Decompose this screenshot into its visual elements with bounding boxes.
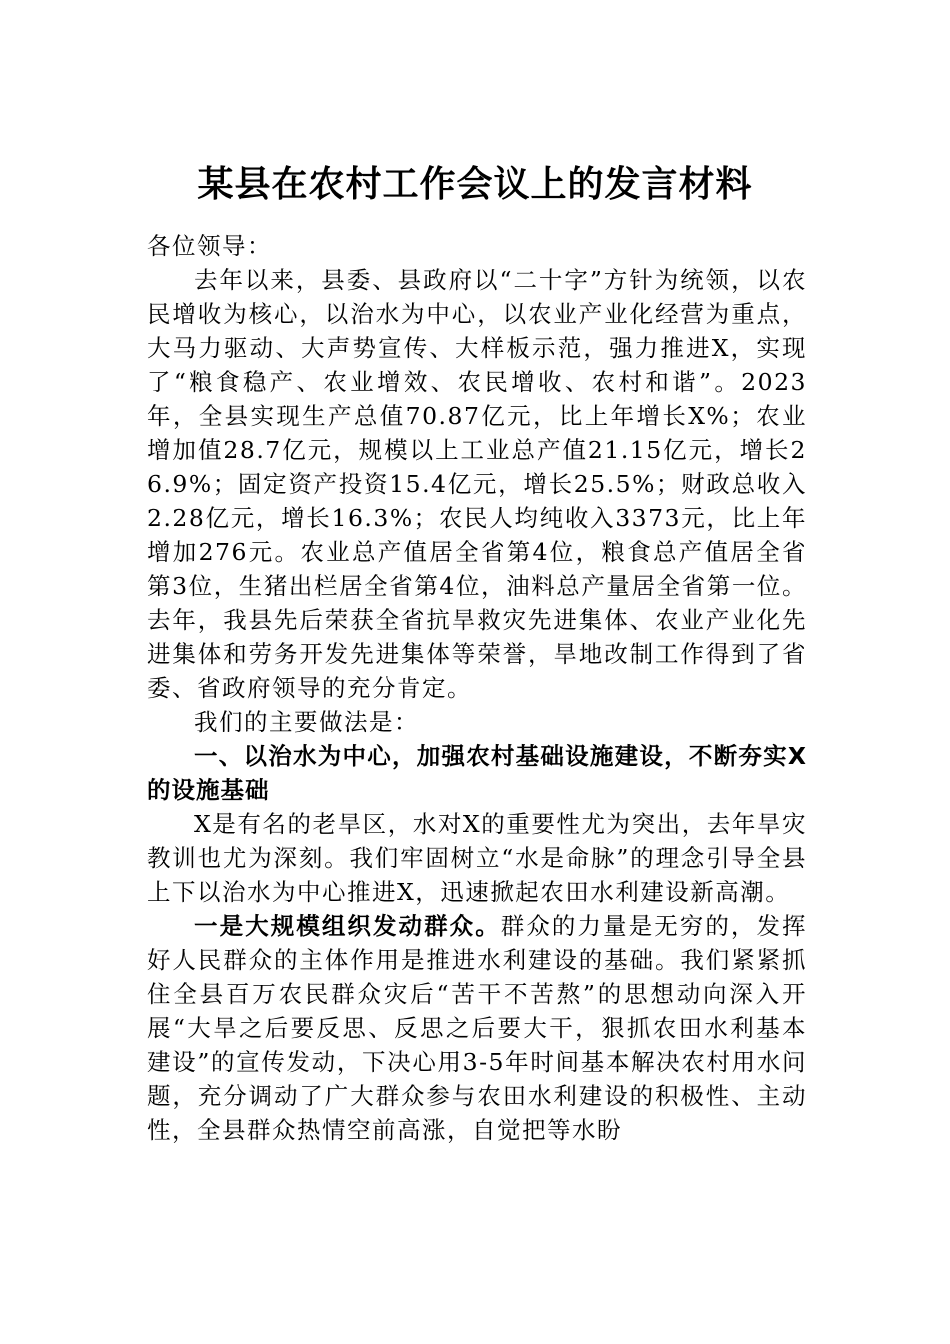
section-heading-1: 一、以治水为中心，加强农村基础设施建设，不断夯实X的设施基础 bbox=[147, 742, 807, 804]
paragraph-overview: 去年以来，县委、县政府以“二十字”方针为统领，以农民增收为核心，以治水为中心，以农业产业化经营为重点，大马力驱动、大声势宣传、大样板示范，强力推进X，实现了“粮食稳产、农业增效、农民增收、农村和谐”。2023年，全县实现生产总值70.87亿元，比上年增长X%；农业增加值28.7亿元，规模以上工业总产值21.15亿元，增长26.9%；固定资产投资15.4亿元，增长25.5%；财政总收入2.28亿元，增长16.3%；农民人均纯收入3373元，比上年增加276元。农业总产值居全省第4位，粮食总产值居全省第3位，生猪出栏居全省第4位，油料总产量居全省第一位。去年，我县先后荣获全省抗旱救灾先进集体、农业产业化先进集体和劳务开发先进集体等荣誉，旱地改制工作得到了省委、省政府领导的充分肯定。 bbox=[147, 266, 807, 702]
paragraph-body-text: 群众的力量是无穷的，发挥好人民群众的主体作用是推进水利建设的基础。我们紧紧抓住全县百万农民群众灾后“苦干不苦熬”的思想动向深入开展“大旱之后要反思、反思之后要大干，狠抓农田水利基本建设”的宣传发动，下决心用3-5年时间基本解决农村用水问题，充分调动了广大群众参与农田水利建设的积极性、主动性，全县群众热情空前高涨，自觉把等水盼 bbox=[147, 912, 808, 1144]
salutation: 各位领导： bbox=[147, 232, 272, 260]
paragraph-main-practices: 我们的主要做法是： bbox=[194, 708, 419, 736]
document-title: 某县在农村工作会议上的发言材料 bbox=[197, 163, 753, 205]
paragraph-lead-text: 一是大规模组织发动群众。 bbox=[194, 912, 501, 940]
paragraph-mobilize-masses bbox=[147, 909, 807, 1147]
document-body bbox=[147, 229, 807, 1147]
paragraph-water-importance: X是有名的老旱区，水对X的重要性尤为突出，去年旱灾教训也尤为深刻。我们牢固树立“水是命脉”的理念引导全县上下以治水为中心推进X，迅速掀起农田水利建设新高潮。 bbox=[147, 810, 807, 906]
